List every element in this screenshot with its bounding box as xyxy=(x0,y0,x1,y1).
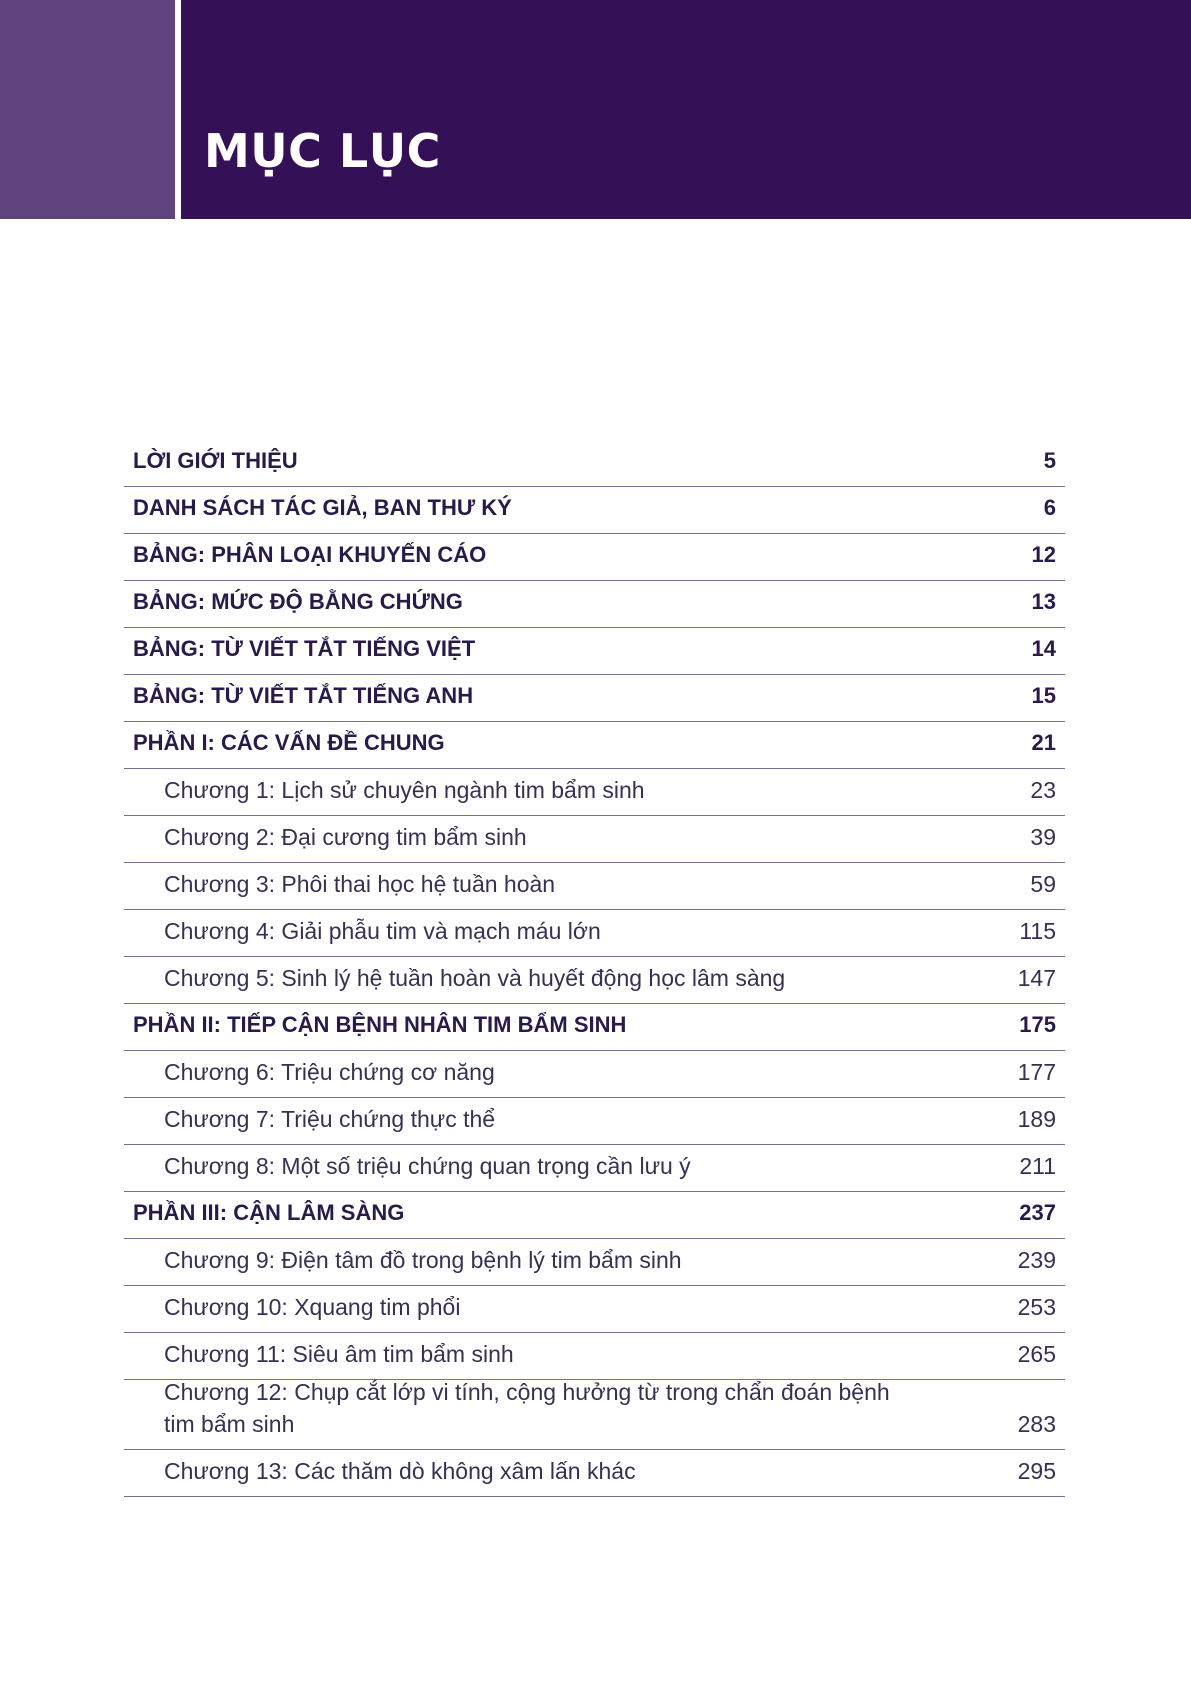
toc-entry-chapter-10[interactable] xyxy=(124,1286,1065,1333)
toc-entry-page: 21 xyxy=(1031,730,1056,755)
toc-entry-part-1[interactable] xyxy=(124,722,1065,769)
toc-entry-page: 147 xyxy=(1017,965,1056,991)
toc-entry-label: BẢNG: MỨC ĐỘ BẰNG CHỨNG xyxy=(133,589,463,614)
toc-entry-label: BẢNG: TỪ VIẾT TẮT TIẾNG VIỆT xyxy=(133,636,476,661)
toc-entry-page: 295 xyxy=(1017,1458,1056,1484)
toc-entry-label: BẢNG: TỪ VIẾT TẮT TIẾNG ANH xyxy=(133,683,474,708)
banner-accent-block xyxy=(0,0,175,219)
toc-entry-label: PHẦN I: CÁC VẤN ĐỀ CHUNG xyxy=(133,730,445,755)
toc-entry-page: 5 xyxy=(1043,448,1056,473)
toc-entry-chapter-6[interactable] xyxy=(124,1051,1065,1098)
toc-entry-label: Chương 2: Đại cương tim bẩm sinh xyxy=(164,824,527,850)
toc-entry-chapter-1[interactable] xyxy=(124,769,1065,816)
toc-entry-chapter-7[interactable] xyxy=(124,1098,1065,1145)
toc-entry-page: 115 xyxy=(1019,918,1056,944)
toc-entry-chapter-9[interactable] xyxy=(124,1239,1065,1286)
toc-entry-authors[interactable] xyxy=(124,487,1065,534)
toc-entry-page: 175 xyxy=(1019,1012,1056,1037)
toc-entry-page: 14 xyxy=(1031,636,1056,661)
toc-entry-label: PHẦN III: CẬN LÂM SÀNG xyxy=(133,1200,405,1225)
toc-entry-page: 13 xyxy=(1031,589,1056,614)
toc-entry-page: 211 xyxy=(1019,1153,1056,1179)
toc-entry-chapter-4[interactable] xyxy=(124,910,1065,957)
toc-entry-chapter-12[interactable] xyxy=(124,1380,1065,1450)
toc-entry-label: Chương 3: Phôi thai học hệ tuần hoàn xyxy=(164,871,556,897)
toc-entry-page: 23 xyxy=(1030,777,1056,803)
toc-entry-page: 59 xyxy=(1030,871,1056,897)
table-of-contents xyxy=(124,440,1065,1497)
toc-entry-page: 283 xyxy=(1017,1411,1056,1437)
toc-entry-label: Chương 9: Điện tâm đồ trong bệnh lý tim bẩm sinh xyxy=(164,1247,682,1273)
toc-entry-chapter-11[interactable] xyxy=(124,1333,1065,1380)
toc-entry-label: Chương 7: Triệu chứng thực thể xyxy=(164,1106,496,1132)
toc-entry-page: 189 xyxy=(1017,1106,1056,1132)
toc-entry-vietnamese-abbreviations[interactable] xyxy=(124,628,1065,675)
toc-entry-label: Chương 4: Giải phẫu tim và mạch máu lớn xyxy=(164,918,601,944)
toc-entry-page: 12 xyxy=(1031,542,1056,567)
banner-divider xyxy=(175,0,181,219)
toc-entry-label: Chương 10: Xquang tim phổi xyxy=(164,1294,461,1320)
toc-entry-label: Chương 1: Lịch sử chuyên ngành tim bẩm sinh xyxy=(164,777,645,803)
toc-entry-label: Chương 6: Triệu chứng cơ năng xyxy=(164,1059,495,1085)
toc-entry-chapter-13[interactable] xyxy=(124,1450,1065,1497)
toc-entry-label: LỜI GIỚI THIỆU xyxy=(133,448,298,473)
toc-entry-part-3[interactable] xyxy=(124,1192,1065,1239)
toc-entry-page: 6 xyxy=(1043,495,1056,520)
toc-entry-chapter-3[interactable] xyxy=(124,863,1065,910)
toc-entry-preface[interactable] xyxy=(124,440,1065,487)
toc-entry-page: 239 xyxy=(1017,1247,1056,1273)
toc-entry-label: DANH SÁCH TÁC GIẢ, BAN THƯ KÝ xyxy=(133,495,512,520)
toc-entry-page: 253 xyxy=(1017,1294,1056,1320)
toc-entry-label: Chương 11: Siêu âm tim bẩm sinh xyxy=(164,1341,514,1367)
toc-entry-chapter-8[interactable] xyxy=(124,1145,1065,1192)
toc-entry-page: 15 xyxy=(1031,683,1056,708)
toc-entry-label: Chương 13: Các thăm dò không xâm lấn khác xyxy=(164,1458,636,1484)
toc-entry-page: 177 xyxy=(1017,1059,1056,1085)
toc-entry-evidence-table[interactable] xyxy=(124,581,1065,628)
toc-entry-label: BẢNG: PHÂN LOẠI KHUYẾN CÁO xyxy=(133,542,487,567)
toc-entry-label: Chương 12: Chụp cắt lớp vi tính, cộng hưởng từ trong chẩn đoán bệnh tim bẩm sinh xyxy=(164,1379,890,1437)
page-title: MỤC LỤC xyxy=(204,124,441,178)
toc-entry-recommendation-table[interactable] xyxy=(124,534,1065,581)
toc-entry-page: 39 xyxy=(1030,824,1056,850)
toc-entry-part-2[interactable] xyxy=(124,1004,1065,1051)
toc-entry-chapter-2[interactable] xyxy=(124,816,1065,863)
toc-entry-english-abbreviations[interactable] xyxy=(124,675,1065,722)
toc-entry-chapter-5[interactable] xyxy=(124,957,1065,1004)
toc-entry-label: PHẦN II: TIẾP CẬN BỆNH NHÂN TIM BẨM SINH xyxy=(133,1012,627,1037)
toc-entry-label: Chương 5: Sinh lý hệ tuần hoàn và huyết động học lâm sàng xyxy=(164,965,786,991)
toc-entry-page: 265 xyxy=(1017,1341,1056,1367)
toc-entry-page: 237 xyxy=(1019,1200,1056,1225)
toc-entry-label: Chương 8: Một số triệu chứng quan trọng cần lưu ý xyxy=(164,1153,691,1179)
